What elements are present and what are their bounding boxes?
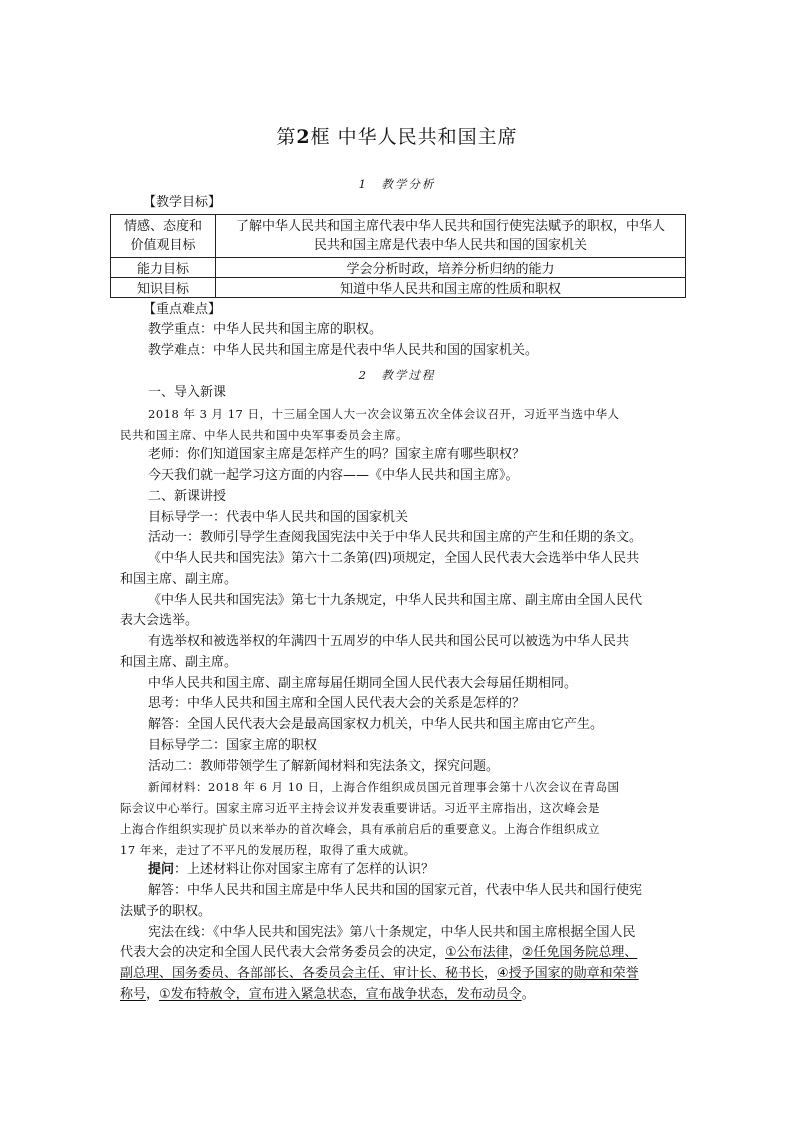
goal-label-line: 价值观目标 (130, 238, 196, 253)
underlined-power: 副总理、国务委员、各部部长、各委员会主任、审计长、秘书长 (120, 966, 485, 981)
paragraph-line: 解答：中华人民共和国主席是中华人民共和国的国家元首，代表中华人民共和国行使宪 (148, 883, 643, 898)
goal-content: 知道中华人民共和国主席的性质和职权 (216, 278, 686, 298)
section-heading-process: 2 教学过程 (358, 368, 436, 382)
paragraph-line: 二、新课讲授 (148, 489, 227, 504)
paragraph-line: 活动一：教师引导学生查阅我国宪法中关于中华人民共和国主席的产生和任期的条文。 (148, 530, 643, 545)
paragraph-line: 活动二：教师带领学生了解新闻材料和宪法条文，探究问题。 (148, 759, 500, 774)
title-prefix: 第 (276, 126, 297, 148)
underlined-power: ②任免国务院总理、 (521, 945, 638, 960)
goal-label: 能力目标 (111, 258, 216, 278)
paragraph-line: 和国主席、副主席。 (120, 572, 238, 587)
keypoints-heading: 【重点难点】 (143, 302, 222, 317)
paragraph-line: 新闻材料：2018 年 6 月 10 日，上海合作组织成员国元首理事会第十八次会议在青岛国 (148, 780, 620, 794)
text-span: 代表大会的决定和全国人民代表大会常务委员会的决定， (120, 945, 446, 960)
paragraph-line (120, 965, 639, 983)
goal-label: 知识目标 (111, 278, 216, 298)
goal-content: 学会分析时政，培养分析归纳的能力 (216, 258, 686, 278)
goal-content-line: 民共和国主席是代表中华人民共和国的国家机关 (313, 238, 587, 253)
paragraph-line: 民共和国主席、中华人民共和国中央军事委员会主席。 (120, 428, 408, 442)
underlined-power: 称号 (120, 987, 147, 1002)
table-row (111, 215, 686, 258)
paragraph-line: 解答：全国人民代表大会是最高国家权力机关，中华人民共和国主席由它产生。 (148, 717, 604, 732)
goal-content-line: 了解中华人民共和国主席代表中华人民共和国行使宪法赋予的职权，中华人 (235, 219, 665, 234)
paragraph-line: 宪法在线：《中华人民共和国宪法》第八十条规定，中华人民共和国主席根据全国人民 (148, 925, 636, 940)
table-row (111, 278, 686, 298)
underlined-power: ①发布特赦令，宣布进入紧急状态，宣布战争状态，发布动员令 (159, 987, 522, 1002)
hard-point: 教学难点：中华人民共和国主席是代表中华人民共和国的国家机关。 (148, 343, 539, 358)
paragraph-line: 思考：中华人民共和国主席和全国人民代表大会的关系是怎样的？ (148, 696, 526, 711)
key-point: 教学重点：中华人民共和国主席的职权。 (148, 322, 383, 337)
text-span: ， (484, 966, 498, 981)
paragraph-line: 表大会选举。 (120, 613, 199, 628)
underlined-power: ④授予国家的勋章和荣誉 (497, 966, 639, 981)
paragraph-line: 2018 年 3 月 17 日，十三届全国人大一次会议第五次全体会议召开，习近平当选中华人 (148, 407, 620, 421)
paragraph-line: 际会议中心举行。国家主席习近平主持会议并发表重要讲话。习近平主席指出，这次峰会是 (120, 801, 600, 815)
paragraph-line: 目标导学二：国家主席的职权 (148, 738, 318, 753)
paragraph-line: 今天我们就一起学习这方面的内容——《中华人民共和国主席》。 (148, 468, 519, 483)
paragraph-line (120, 986, 535, 1004)
question-label: 提问 (148, 862, 175, 877)
paragraph-line: 法赋予的职权。 (120, 904, 212, 919)
question-text: ：上述材料让你对国家主席有了怎样的认识？ (174, 862, 435, 877)
paragraph-line: 《中华人民共和国宪法》第六十二条第(四)项规定，全国人民代表大会选举中华人民共 (148, 551, 640, 566)
paragraph-line: 有选举权和被选举权的年满四十五周岁的中华人民共和国公民可以被选为中华人民共 (148, 634, 630, 649)
text-span: 。 (521, 987, 535, 1002)
goal-label (111, 215, 216, 258)
underlined-power: ①公布法律 (445, 945, 509, 960)
table-row (111, 258, 686, 278)
text-span: ， (508, 945, 522, 960)
paragraph-line: 《中华人民共和国宪法》第七十九条规定，中华人民共和国主席、副主席由全国人民代 (148, 593, 643, 608)
paragraph-line (148, 861, 434, 879)
paragraph-line: 老师：你们知道国家主席是怎样产生的吗？国家主席有哪些职权？ (148, 447, 526, 462)
paragraph-line: 目标导学一：代表中华人民共和国的国家机关 (148, 510, 409, 525)
section-heading-analysis: 1 教学分析 (358, 177, 436, 191)
paragraph-line: 上海合作组织实现扩员以来举办的首次峰会，具有承前启后的重要意义。上海合作组织成立 (120, 822, 600, 836)
goal-label-line: 情感、态度和 (123, 219, 202, 234)
title-number: 2 (296, 126, 311, 148)
paragraph-line: 和国主席、副主席。 (120, 655, 238, 670)
paragraph-line: 一、导入新课 (148, 385, 227, 400)
page-title (0, 122, 794, 149)
goal-content (216, 215, 686, 258)
goals-heading: 【教学目标】 (143, 195, 222, 210)
text-span: ， (146, 987, 160, 1002)
paragraph-line: 17 年来，走过了不平凡的发展历程，取得了重大成就。 (120, 843, 416, 857)
paragraph-line (120, 944, 637, 962)
title-text: 框 中华人民共和国主席 (310, 126, 518, 148)
paragraph-line: 中华人民共和国主席、副主席每届任期同全国人民代表大会每届任期相同。 (148, 676, 578, 691)
teaching-goals-table (110, 214, 686, 298)
